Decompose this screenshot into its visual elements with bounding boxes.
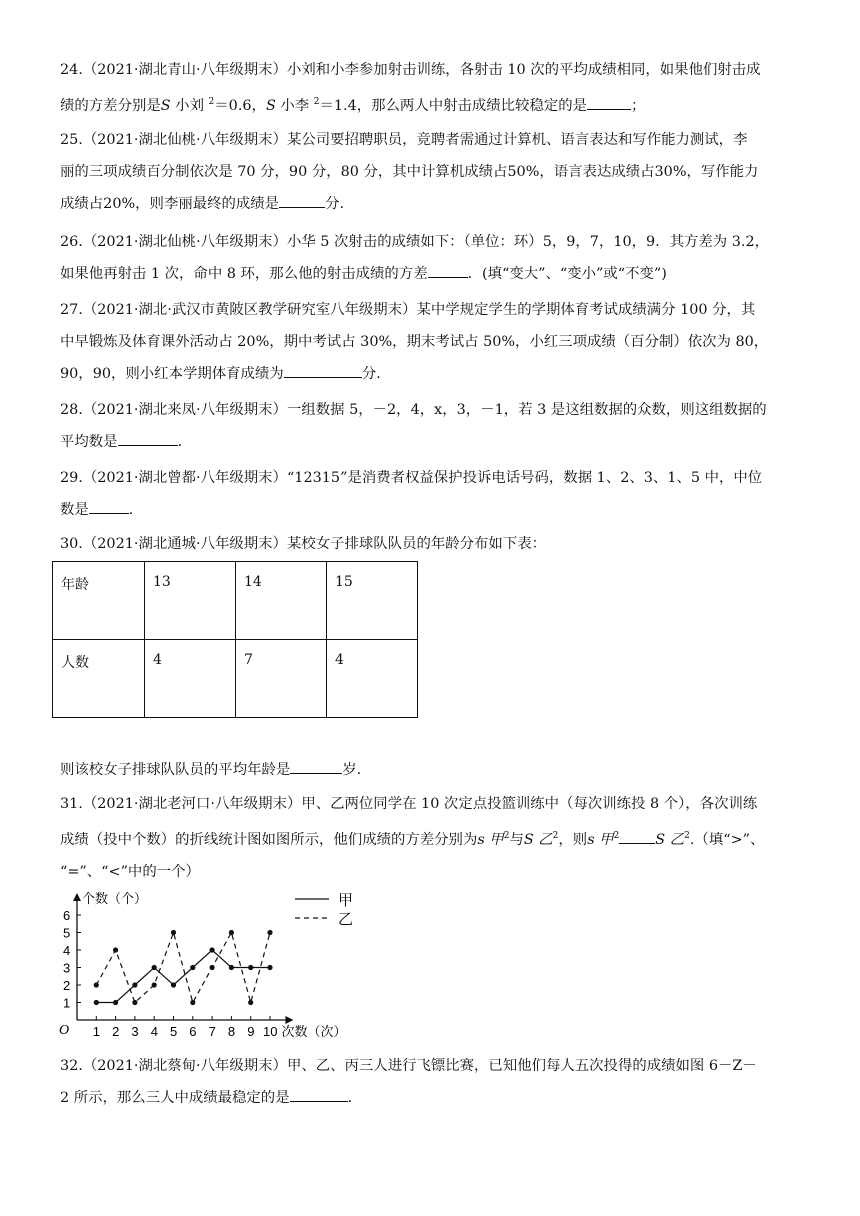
q29-line1: 29.（2021·湖北曾都·八年级期末）“12315”是消费者权益保护投诉电话号码，数据 1、2、3、1、5 中，中位 xyxy=(60,470,763,486)
y-tick-label: 2 xyxy=(63,978,71,993)
q32-post: . xyxy=(347,1090,353,1106)
table-cell: 4 xyxy=(327,640,418,718)
q24-line2 xyxy=(60,86,780,122)
q27-post: 分. xyxy=(361,366,381,382)
data-point xyxy=(94,982,99,987)
answer-blank[interactable] xyxy=(290,757,342,774)
data-point xyxy=(267,965,272,970)
q30-pre: 则该校女子排球队队员的平均年龄是 xyxy=(60,762,291,778)
q26-post: ．(填“变大”、“变小”或“不变”) xyxy=(467,266,667,282)
data-point xyxy=(132,1000,137,1005)
q29-pre: 数是 xyxy=(60,502,89,518)
data-point xyxy=(210,965,215,970)
data-point xyxy=(94,1000,99,1005)
question-25 xyxy=(60,124,780,220)
table-cell: 7 xyxy=(236,640,327,718)
data-point xyxy=(210,947,215,952)
q31-sq: 2 xyxy=(613,831,620,841)
data-point xyxy=(171,930,176,935)
question-28 xyxy=(60,394,780,458)
answer-blank[interactable] xyxy=(118,429,178,446)
q31-sq: 2 xyxy=(552,831,559,841)
question-29 xyxy=(60,462,780,526)
y-tick-label: 6 xyxy=(63,908,71,923)
table-cell: 13 xyxy=(145,562,236,640)
data-point xyxy=(152,965,157,970)
y-tick-label: 4 xyxy=(63,943,71,958)
q31-post: .（填“>”、 xyxy=(689,831,765,848)
answer-blank[interactable] xyxy=(89,497,129,514)
question-31 xyxy=(60,788,780,888)
x-tick-label: 2 xyxy=(112,1024,120,1038)
q31-mid: 与 xyxy=(509,831,524,848)
q27-line3 xyxy=(60,358,780,390)
x-axis-arrow xyxy=(285,1016,293,1024)
q31-sq: 2 xyxy=(503,831,510,841)
q29-post: . xyxy=(128,502,134,518)
table-cell: 14 xyxy=(236,562,327,640)
answer-blank[interactable] xyxy=(587,93,631,110)
q31-s-jia: s 甲 xyxy=(587,831,614,848)
origin-label: O xyxy=(59,1023,70,1038)
answer-blank[interactable] xyxy=(428,261,468,278)
q24-line1: 24.（2021·湖北青山·八年级期末）小刘和小李参加射击训练，各射击 10 次的平均成绩相同，如果他们射击成 xyxy=(60,62,761,78)
table-row xyxy=(53,562,418,640)
question-32 xyxy=(60,1050,780,1114)
y-tick-label: 1 xyxy=(63,995,71,1011)
q24-s2: S xyxy=(265,97,276,114)
answer-blank[interactable] xyxy=(290,1085,348,1102)
q31-line3: “=”、“<”中的一个） xyxy=(60,863,200,880)
table-cell: 年龄 xyxy=(53,562,145,640)
q24-v1: ＝0.6， xyxy=(214,97,266,114)
data-point xyxy=(152,982,157,987)
question-30 xyxy=(60,528,780,560)
q26-line2 xyxy=(60,258,780,290)
series-line-1 xyxy=(96,950,270,1003)
data-point xyxy=(113,1000,118,1005)
answer-blank[interactable] xyxy=(619,827,655,844)
data-point xyxy=(171,982,176,987)
x-tick-label: 6 xyxy=(189,1024,197,1038)
y-tick-label: 3 xyxy=(63,960,71,976)
question-24 xyxy=(60,54,780,122)
line-chart xyxy=(55,888,365,1038)
data-point xyxy=(248,1000,253,1005)
data-point xyxy=(190,1000,195,1005)
q30-after xyxy=(60,754,780,786)
x-tick-label: 8 xyxy=(227,1024,236,1038)
q31-then: ，则 xyxy=(558,831,588,848)
x-tick-label: 5 xyxy=(170,1024,178,1038)
q24-text: 绩的方差分别是 xyxy=(60,97,161,114)
q28-line2 xyxy=(60,426,780,458)
x-tick-label: 7 xyxy=(208,1024,216,1038)
data-point xyxy=(267,930,272,935)
q26-line1: 26.（2021·湖北仙桃·八年级期末）小华 5 次射击的成绩如下：（单位：环）5，9，7，10，9．其方差为 3.2， xyxy=(60,234,770,250)
table-cell: 15 xyxy=(327,562,418,640)
answer-blank[interactable] xyxy=(284,361,362,378)
x-tick-label: 4 xyxy=(150,1024,158,1038)
q24-post: ； xyxy=(631,97,646,114)
q30-line1: 30.（2021·湖北通城·八年级期末）某校女子排球队队员的年龄分布如下表： xyxy=(60,536,546,552)
q25-line3 xyxy=(60,188,780,220)
x-tick-label: 9 xyxy=(247,1024,255,1038)
q31-s-yi: S 乙 xyxy=(655,831,685,848)
q27-pre: 90，90，则小红本学期体育成绩为 xyxy=(60,366,284,382)
q25-pre: 成绩占20%，则李丽最终的成绩是 xyxy=(60,196,280,212)
q24-v2: ＝1.4，那么两人中射击成绩比较稳定的是 xyxy=(319,97,588,114)
q25-line2: 丽的三项成绩百分制依次是 70 分，90 分，80 分，其中计算机成绩占50%，语言表达成绩占30%，写作能力 xyxy=(60,164,759,180)
y-axis-arrow xyxy=(73,893,81,901)
q32-line1: 32.（2021·湖北蔡甸·八年级期末）甲、乙、丙三人进行飞镖比赛，已知他们每人五次投得的成绩如图 6－Z－ xyxy=(60,1058,757,1074)
q24-n1: 小刘 xyxy=(170,97,209,114)
q24-n2: 小李 xyxy=(275,97,314,114)
q27-line1: 27.（2021·湖北·武汉市黄陂区教学研究室八年级期末）某中学规定学生的学期体育考试成绩满分 100 分，其 xyxy=(60,302,756,318)
answer-blank[interactable] xyxy=(279,191,325,208)
q24-s1: S xyxy=(160,97,171,114)
legend-label: 甲 xyxy=(338,891,354,909)
q31-line1: 31.（2021·湖北老河口·八年级期末）甲、乙两位同学在 10 次定点投篮训练中（每次训练投 8 个），各次训练 xyxy=(60,796,758,812)
q32-pre: 2 所示，那么三人中成绩最稳定的是 xyxy=(60,1090,290,1106)
x-axis-label: 次数（次） xyxy=(281,1025,347,1038)
q28-line1: 28.（2021·湖北来凤·八年级期末）一组数据 5，－2，4，x，3，－1，若 3 是这组数据的众数，则这组数据的 xyxy=(60,402,767,418)
q31-sq: 2 xyxy=(684,831,690,841)
q27-line2: 中早锻炼及体育课外活动占 20%，期中考试占 30%，期末考试占 50%，小红三项成绩（百分制）依次为 80， xyxy=(60,334,769,350)
y-tick-label: 5 xyxy=(63,925,71,941)
table-cell: 4 xyxy=(145,640,236,718)
q28-pre: 平均数是 xyxy=(60,434,118,450)
q31-line2 xyxy=(60,820,780,856)
table-cell: 人数 xyxy=(53,640,145,718)
age-table xyxy=(52,561,418,718)
q25-line1: 25.（2021·湖北仙桃·八年级期末）某公司要招聘职员，竞聘者需通过计算机、语言表达和写作能力测试，李 xyxy=(60,132,748,148)
y-axis-label: 个数（个） xyxy=(82,892,148,907)
x-tick-label: 1 xyxy=(92,1024,101,1038)
q26-pre: 如果他再射击 1 次，命中 8 环，那么他的射击成绩的方差 xyxy=(60,266,428,282)
data-point xyxy=(132,982,137,987)
data-point xyxy=(190,965,195,970)
q24-e2: 2 xyxy=(313,97,320,107)
q31-pre: 成绩（投中个数）的折线统计图如图所示，他们成绩的方差分别为 xyxy=(60,831,478,848)
data-point xyxy=(113,947,118,952)
question-26 xyxy=(60,226,780,290)
data-point xyxy=(229,965,234,970)
q31-s-jia: s 甲 xyxy=(477,831,504,848)
q32-line2 xyxy=(60,1082,780,1114)
q24-e1: 2 xyxy=(208,97,215,107)
data-point xyxy=(229,930,234,935)
table-row xyxy=(53,640,418,718)
question-30-after xyxy=(60,754,780,786)
x-tick-label: 3 xyxy=(131,1024,139,1038)
q28-post: . xyxy=(177,434,183,450)
q25-post: 分. xyxy=(325,196,345,212)
q30-post: 岁. xyxy=(342,762,362,778)
x-tick-label: 10 xyxy=(263,1024,278,1038)
q31-s-yi: S 乙 xyxy=(523,831,553,848)
q29-line2 xyxy=(60,494,780,526)
data-point xyxy=(248,965,253,970)
question-27 xyxy=(60,294,780,390)
legend-label: 乙 xyxy=(338,910,354,928)
